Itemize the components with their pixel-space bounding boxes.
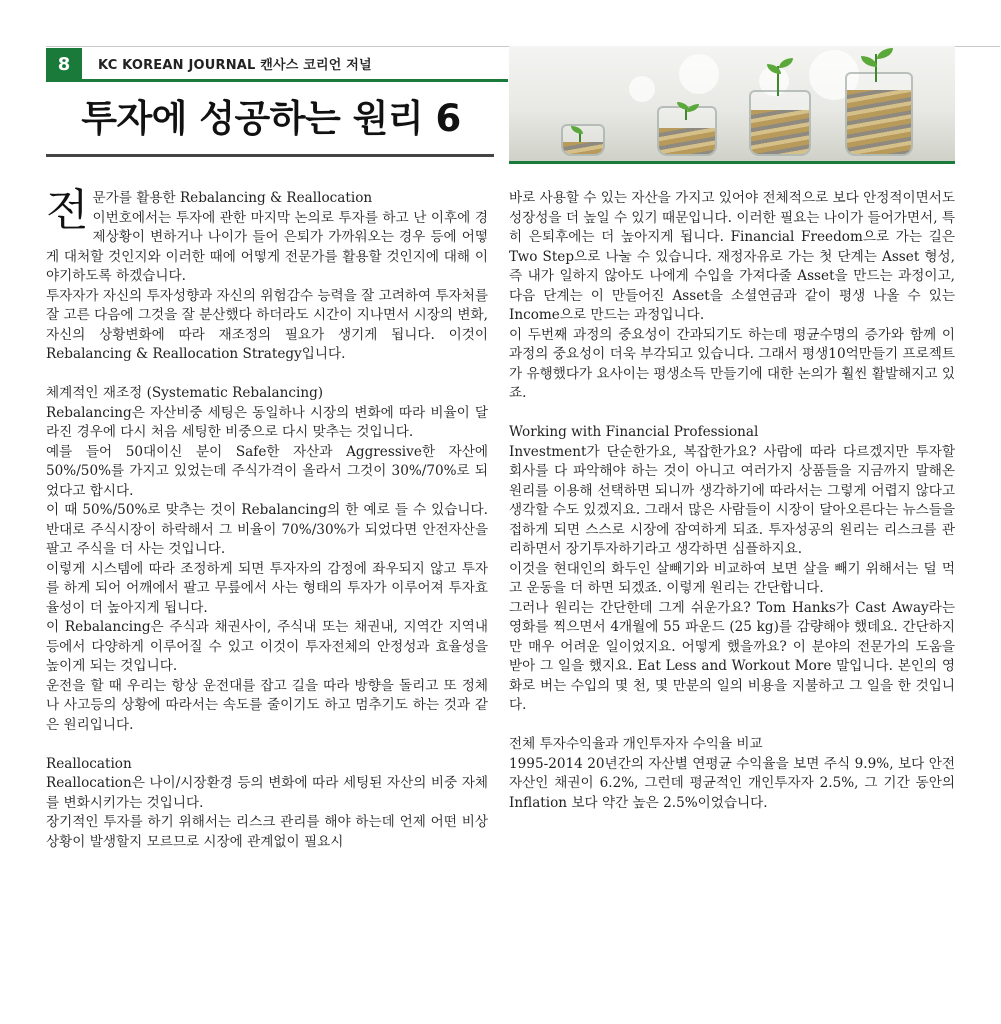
image-green-bar	[509, 161, 955, 164]
page-number: 8	[46, 48, 82, 80]
paragraph: 이것을 현대인의 화두인 살빼기와 비교하여 보면 살을 빼기 위해서는 덜 먹고 운동을 더 하면 되겠죠. 이렇게 원리는 간단합니다.	[509, 560, 955, 596]
section-heading-systematic: 체계적인 재조정 (Systematic Rebalancing)	[46, 385, 324, 401]
drop-cap: 전	[46, 185, 89, 236]
header-green-bar	[46, 79, 508, 82]
paragraph: 이 두번째 과정의 중요성이 간과되기도 하는데 평균수명의 증가와 함께 이 과정의 중요성이 더욱 부각되고 있습니다. 그래서 평생10억만들기 프로젝트가 유행했다가 요사이는 평생소득 만들기에 대한 논의가 훨씬 활발해지고 있죠.	[509, 326, 955, 401]
paragraph: 장기적인 투자를 하기 위해서는 리스크 관리를 해야 하는데 언제 어떤 비상상황이 발생할지 모르므로 시장에 관계없이 필요시	[46, 814, 488, 850]
section-heading-reallocation: Reallocation	[46, 755, 132, 772]
paragraph: Reallocation은 나이/시장환경 등의 변화에 따라 세팅된 자산의 비중 자체를 변화시키가는 것입니다.	[46, 775, 488, 811]
paragraph: 1995-2014 20년간의 자산별 연평균 수익율을 보면 주식 9.9%, 보다 안전자산인 채권이 6.2%, 그런데 평균적인 개인투자자 2.5%, 그 기간 동안의 Inflation 보다 약간 높은 2.5%이었습니다.	[509, 755, 955, 811]
paragraph: 이 때 50%/50%로 맞추는 것이 Rebalancing의 한 예로 들 수 있습니다. 반대로 주식시장이 하락해서 그 비율이 70%/30%가 되었다면 안전자산을 팔고 주식을 더 사는 것입니다.	[46, 502, 488, 557]
paragraph: 투자자가 자신의 투자성향과 자신의 위험감수 능력을 잘 고려하여 투자처를 잘 고른 다음에 그것을 잘 분산했다 하더라도 시간이 지나면서 시장의 변화, 자신의 상황변화에 따라 재조정의 필요가 생기게 됩니다. 이것이 Rebalancing & Reallocation Strategy입니다.	[46, 287, 488, 362]
paragraph: 예를 들어 50대이신 분이 Safe한 자산과 Aggressive한 자산에 50%/50%를 가지고 있었는데 주식가격이 올라서 그것이 30%/70%로 되었다고 합시다.	[46, 443, 488, 499]
journal-name: KC KOREAN JOURNAL 캔사스 코리언 저널	[98, 58, 372, 73]
title-underline	[46, 154, 494, 157]
paragraph: Investment가 단순한가요, 복잡한가요? 사람에 따라 다르겠지만 투자할 회사를 다 파악해야 하는 것이 아니고 여러가지 상품들을 지금까지 말해온 원리를 이용해 선택하면 되니까 생각하기에 따라서는 그렇게 어렵지 않다고 생각할 수도 있겠지요. 그래서 많은 사람들이 시장이 달아오른다는 뉴스들을 접하게 되면 스스로 시장에 잠여하게 되죠. 투자성공의 원리는 리스크를 관리하면서 장기투자하기라고 생각하면 심플하지요.	[509, 443, 955, 557]
intro-paragraph: 이번호에서는 투자에 관한 마지막 논의로 투자를 하고 난 이후에 경제상황이 변하거나 나이가 들어 은퇴가 가까워오는 경우 등에 어떻게 대처할 것인지와 이러한 때에 어떻게 전문가를 활용할 것인지에 대해 이야기하도록 하겠습니다.	[46, 209, 488, 284]
paragraph: 운전을 할 때 우리는 항상 운전대를 잡고 길을 따라 방향을 돌리고 또 정체나 사고등의 상황에 따라서는 속도를 줄이기도 하고 멈추기도 하는 것과 같은 원리입니다.	[46, 677, 488, 733]
intro-heading: 문가를 활용한 Rebalancing & Reallocation	[92, 190, 373, 206]
paragraph: Rebalancing은 자산비중 세팅은 동일하나 시장의 변화에 따라 비율이 달라진 경우에 다시 처음 세팅한 비중으로 다시 맞추는 것입니다.	[46, 404, 488, 440]
paragraph: 바로 사용할 수 있는 자산을 가지고 있어야 전체적으로 보다 안정적이면서도 성장성을 더 높일 수 있기 때문입니다. 이러한 필요는 나이가 들어가면서, 특히 은퇴후에는 더 높아지게 됩니다. Financial Freedom으로 가는 길은 Two Step으로 나눌 수 있습니다. 재정자유로 가는 첫 단계는 Asset 형성, 즉 내가 일하지 않아도 나에게 수입을 가져다줄 Asset을 만드는 과정이고, 다음 단계는 이 만들어진 Asset을 소셜연금과 같이 평생 나올 수 있는 Income으로 만드는 과정입니다.	[509, 190, 955, 323]
article-title: 투자에 성공하는 원리 6	[81, 97, 461, 140]
section-heading-working: Working with Financial Professional	[509, 424, 759, 440]
section-heading-compare: 전체 투자수익율과 개인투자자 수익율 비교	[509, 736, 763, 752]
paragraph: 이 Rebalancing은 주식과 채권사이, 주식내 또는 채권내, 지역간 지역내 등에서 다양하게 이루어질 수 있고 이것이 투자전체의 안정성과 효율성을 높이게 되는 것입니다.	[46, 619, 488, 674]
right-column	[509, 189, 955, 813]
left-column	[46, 185, 488, 852]
paragraph: 그러나 원리는 간단한데 그게 쉬운가요? Tom Hanks가 Cast Away라는 영화를 찍으면서 4개월에 55 파운드 (25 kg)를 감량해야 했데요. 간단하지만 매우 어려운 일이었지요. 어떻게 했을까요? 이 분야의 전문가의 도움을 받아 그 일을 했지요. Eat Less and Workout More 말입니다. 본인의 영화로 버는 수입의 몇 천, 몇 만분의 일의 비용을 지불하고 그 일을 한 것입니다.	[509, 599, 955, 713]
coin-jars-plant-photo	[509, 46, 955, 162]
paragraph: 이렇게 시스템에 따라 조정하게 되면 투자자의 감정에 좌우되지 않고 투자를 하게 되어 어깨에서 팔고 무릎에서 사는 형태의 투자가 이루어져 투자효율성이 더 높아지게 됩니다.	[46, 560, 488, 616]
